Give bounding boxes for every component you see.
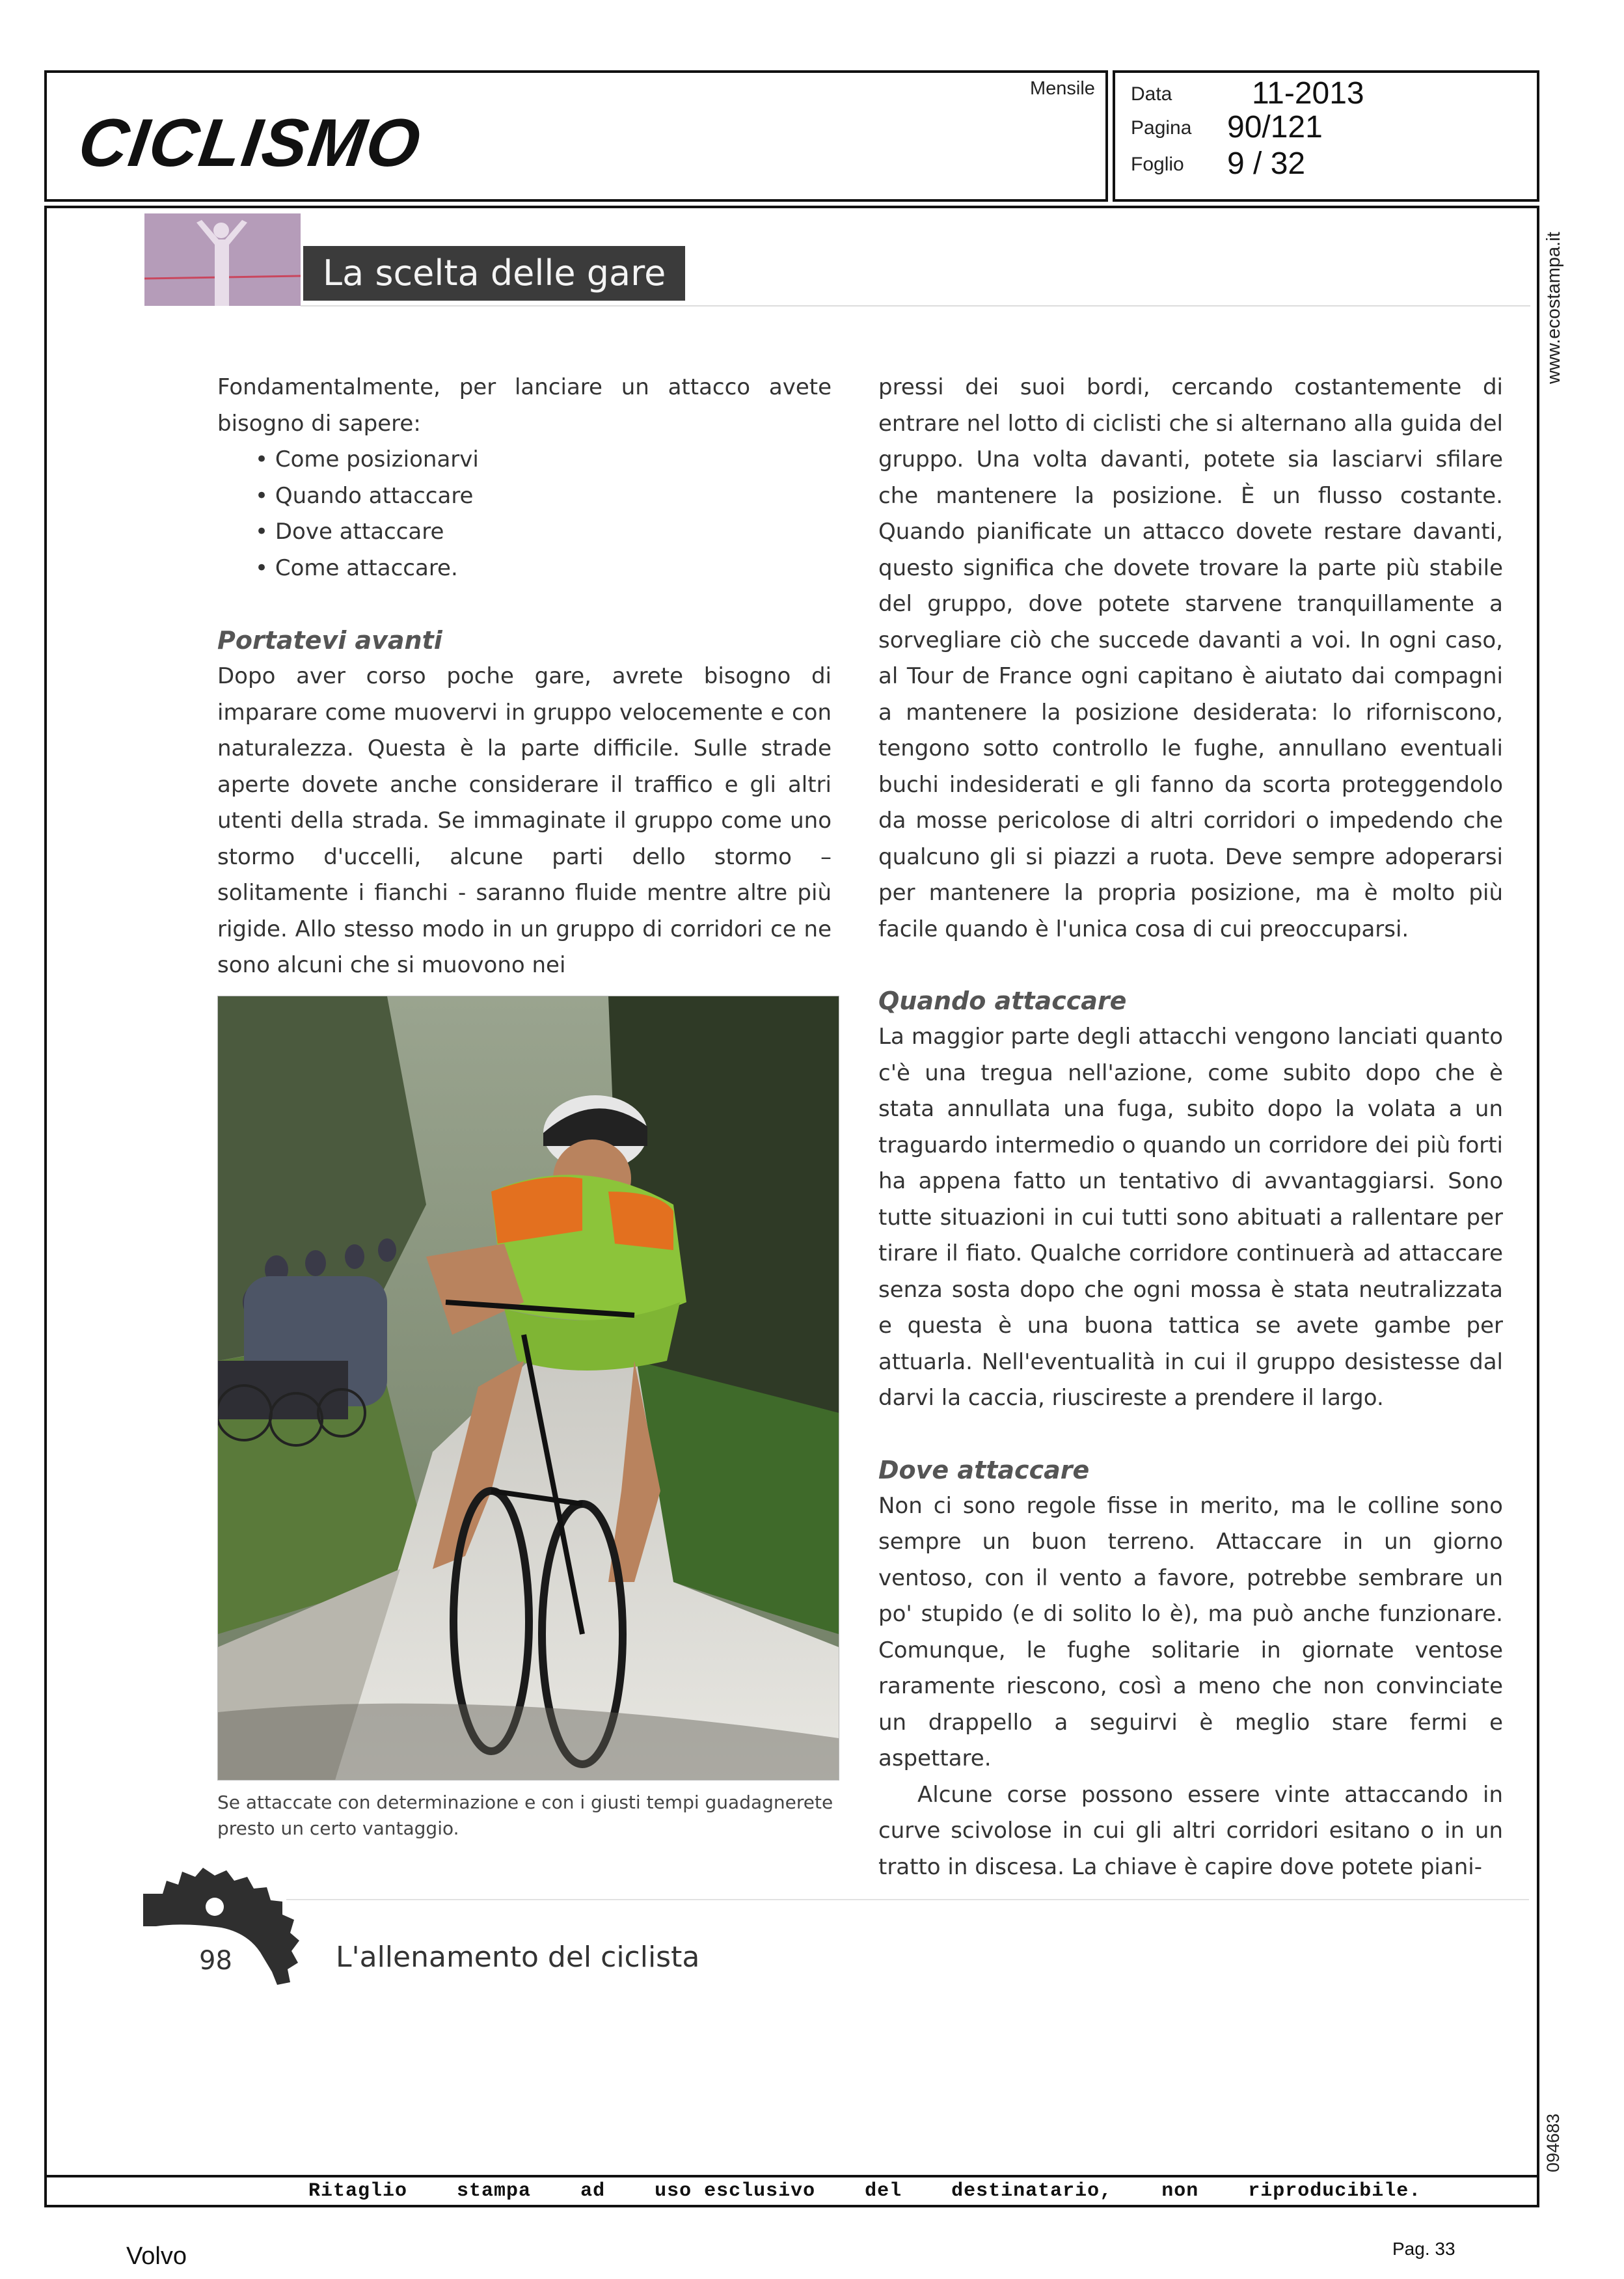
- paragraph-continuation: pressi dei suoi bordi, cercando costantemente di entrare nel lotto di ciclisti che si alternano alla guida del gruppo. Una volta davanti, potete sia lasciarvi sfilare che mantenere la posizione. È un flusso costante. Quando pianificate un attacco dovete restare davanti, questo significa che dovete trovare la parte più stabile del gruppo, dove potete starvene tranquillamente a sorvegliare ciò che succede davanti a voi. In ogni caso, al Tour de France ogni capitano è aiutato dai compagni a mantenere la posizione desiderata: lo riforniscono, tengono sotto controllo le fughe, annullano eventuali buchi indesiderati e gli fanno da scorta proteggendolo da mosse pericolose di altri corridori o impedendo che qualcuno gli si piazzi a ruota. Deve sempre adoperarsi per mantenere la propria posizione, ma è molto più facile quando è l'unica cosa di cui preoccuparsi.: [878, 374, 1503, 942]
- bullet-item: • Quando attaccare: [255, 482, 474, 509]
- bullet-item: • Come posizionarvi: [255, 446, 479, 472]
- subhead-portatevi-avanti: Portatevi avanti: [217, 626, 442, 655]
- section-icon: [144, 213, 301, 306]
- section-title: La scelta delle gare: [303, 246, 685, 301]
- code-side-label: 094683: [1543, 2113, 1563, 2172]
- book-footer-rule: [286, 1899, 1529, 1900]
- frequency-label: Mensile: [1030, 78, 1095, 99]
- bullet-text: Dove attaccare: [275, 519, 444, 545]
- pagina-label: Pagina: [1131, 117, 1192, 139]
- data-value: 11-2013: [1252, 76, 1364, 111]
- book-page-number: 98: [199, 1946, 232, 1976]
- book-title: L'allenamento del ciclista: [336, 1941, 700, 1974]
- section-title-rule: [301, 305, 1530, 307]
- cyclist-victory-icon: [144, 213, 301, 306]
- bottom-left-label: Volvo: [126, 2243, 187, 2270]
- paragraph-quando-attaccare: La maggior parte degli attacchi vengono lanciati quanto c'è una tregua nell'azione, come subito dopo che è stata annullata una fuga, subito dopo la volata a un traguardo intermedio o quando un corridore dei più forti ha appena fatto un tentativo di avvantaggiarsi. Sono tutte situazioni in cui tutti sono abituati a rallentare per tirare il fiato. Qualche corridore continuerà ad attaccare senza sosta dopo che ogni mossa è stata neutralizzata e questa è una buona tattica se avete gambe per attuarla. Nell'eventualità in cui il gruppo desistesse dal darvi la caccia, riuscireste a prendere il largo.: [878, 1024, 1503, 1411]
- paragraph-dove-attaccare-2: Alcune corse possono essere vinte attaccando in curve scivolose in cui gli altri corridori esitano o in un tratto in discesa. La chiave è capire dove potete piani-: [878, 1781, 1503, 1880]
- website-side-label: www.ecostampa.it: [1543, 232, 1564, 384]
- subhead-quando-attaccare: Quando attaccare: [878, 987, 1127, 1015]
- bottom-page-label: Pag. 33: [1392, 2239, 1455, 2259]
- bullet-text: Quando attaccare: [275, 482, 474, 509]
- bullet-item: • Come attaccare.: [255, 554, 458, 581]
- bullet-text: Come attaccare.: [275, 554, 458, 581]
- photo-caption: Se attaccate con determinazione e con i giusti tempi guadagnerete presto un certo vantaggio.: [217, 1792, 833, 1839]
- bullet-item: • Dove attaccare: [255, 519, 444, 545]
- intro-text: Fondamentalmente, per lanciare un attacco avete bisogno di sapere:: [217, 374, 832, 437]
- cyclist-photo: [217, 996, 839, 1781]
- subhead-dove-attaccare: Dove attaccare: [878, 1455, 1090, 1484]
- clip-notice: Ritaglio stampa ad uso esclusivo del destinatario, non riproducibile.: [308, 2180, 1422, 2202]
- footer-rule: [46, 2175, 1538, 2177]
- foglio-value: 9 / 32: [1227, 146, 1306, 181]
- data-label: Data: [1131, 83, 1172, 105]
- masthead-logo: CICLISMO: [74, 105, 426, 181]
- pagina-value: 90/121: [1227, 110, 1323, 144]
- cyclist-photo-illustration: [218, 996, 839, 1780]
- right-column: [878, 370, 1503, 1885]
- foglio-label: Foglio: [1131, 154, 1184, 175]
- left-column: [217, 370, 832, 984]
- paragraph-portatevi-avanti: Dopo aver corso poche gare, avrete bisogno di imparare come muovervi in gruppo velocemente e con naturalezza. Questa è la parte difficile. Sulle strade aperte dovete anche considerare il traffico e gli altri utenti della strada. Se immaginate il gruppo come uno stormo d'uccelli, alcune parti dello stormo – solitamente i fianchi - saranno fluide mentre altre più rigide. Allo stesso modo in un gruppo di corridori ce ne sono alcuni che si muovono nei: [217, 663, 832, 978]
- paragraph-dove-attaccare: Non ci sono regole fisse in merito, ma le colline sono sempre un buon terreno. Attaccare in un giorno ventoso, con il vento a favore, potrebbe sembrare un po' stupido (e di solito lo è), ma può anche funzionare. Comunque, le fughe solitarie in giornate ventose raramente riescono, così a meno che non convinciate un drappello a seguirvi è meglio stare fermi e aspettare.: [878, 1492, 1503, 1771]
- bullet-text: Come posizionarvi: [275, 446, 479, 472]
